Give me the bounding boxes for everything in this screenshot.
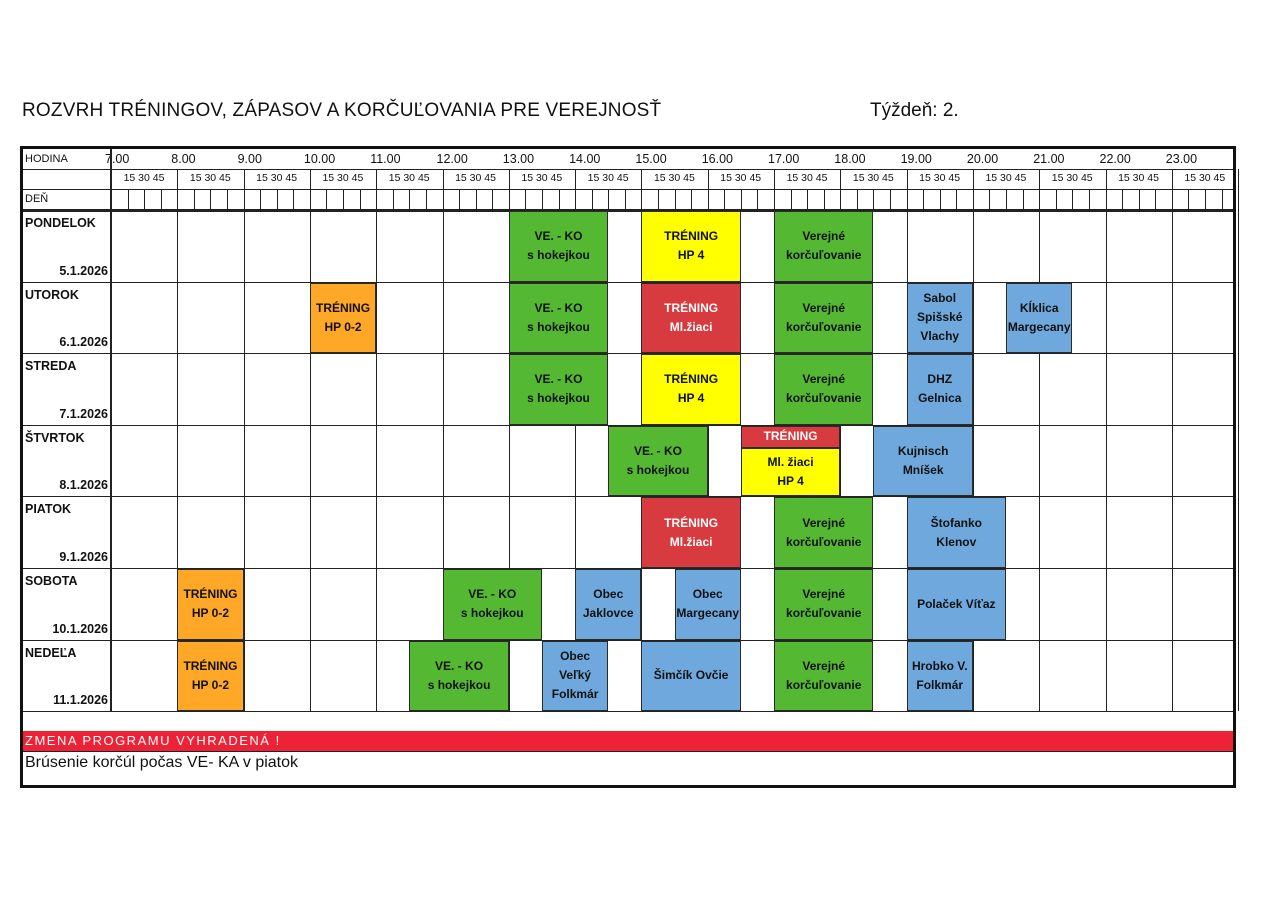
grid-line (923, 189, 924, 209)
event-label: VE. - KO (534, 300, 583, 315)
grid-line (227, 189, 228, 209)
event-block[interactable] (575, 569, 641, 640)
event-label: VE. - KO (534, 372, 583, 387)
day-date: 10.1.2026 (52, 621, 108, 636)
grid-line (857, 189, 858, 209)
grid-line (360, 189, 361, 209)
grid-line (658, 189, 659, 209)
event-block[interactable] (741, 426, 840, 448)
day-date: 9.1.2026 (59, 550, 108, 564)
grid-line (1023, 189, 1024, 209)
event-label: TRÉNING (664, 372, 719, 387)
event-block[interactable] (907, 354, 973, 425)
grid-line (426, 189, 427, 209)
week-number: Týždeň: 2. (870, 100, 959, 121)
grid-line (244, 169, 245, 711)
event-label: Spišské (917, 310, 963, 325)
event-label: Verejné (802, 515, 846, 530)
event-label: korčuľovanie (786, 391, 862, 406)
grid-line (940, 189, 941, 209)
grid-line (293, 189, 294, 209)
day-name: PONDELOK (25, 216, 96, 230)
day-date: 6.1.2026 (59, 335, 108, 350)
grid-line (1205, 189, 1206, 209)
event-block[interactable] (774, 283, 873, 354)
grid-line (1238, 169, 1239, 711)
grid-line (757, 189, 758, 209)
grid-line (459, 189, 460, 209)
minute-label: 15 30 45 (189, 172, 231, 184)
day-date: 11.1.2026 (53, 693, 108, 708)
grid-line (393, 189, 394, 209)
grid-line (675, 189, 676, 209)
event-block[interactable] (907, 569, 1006, 640)
event-label: HP 0-2 (191, 677, 230, 692)
day-date: 8.1.2026 (59, 478, 108, 493)
event-label: Margecany (1007, 319, 1071, 334)
grid-line (476, 189, 477, 209)
grid-line (525, 189, 526, 209)
grid-line (592, 189, 593, 209)
grid-line (1139, 189, 1140, 209)
grid-line (1072, 210, 1073, 711)
event-label: korčuľovanie (786, 606, 862, 621)
event-block[interactable] (641, 283, 740, 354)
grid-line (989, 189, 990, 209)
grid-line (277, 210, 278, 711)
event-label: Jaklovce (582, 606, 634, 621)
event-block[interactable] (1006, 283, 1072, 354)
event-block[interactable] (509, 354, 608, 425)
event-label: Kujnisch (897, 444, 949, 459)
minute-label: 15 30 45 (1184, 172, 1226, 184)
grid-line (23, 353, 1233, 354)
grid-line (691, 189, 692, 209)
event-block[interactable] (509, 283, 608, 354)
minute-label: 15 30 45 (786, 172, 828, 184)
event-block[interactable] (509, 211, 608, 282)
day-name: ŠTVRTOK (25, 430, 85, 445)
event-label: TRÉNING (316, 300, 371, 315)
event-label: Margecany (676, 606, 740, 621)
hour-label: 18.00 (834, 152, 866, 166)
hour-label: 16.00 (701, 152, 733, 166)
grid-line (1039, 169, 1040, 711)
grid-line (23, 189, 1233, 190)
event-label: Ml.žiaci (669, 319, 713, 334)
event-label: Obec (593, 587, 624, 602)
grid-line (741, 189, 742, 209)
day-date: 7.1.2026 (59, 406, 108, 421)
grid-line (608, 189, 609, 209)
event-label: HP 0-2 (191, 606, 230, 621)
event-label: DHZ (927, 372, 953, 387)
notice-text: ZMENA PROGRAMU VYHRADENÁ ! (25, 733, 281, 749)
event-block[interactable] (873, 426, 972, 497)
hour-label: 23.00 (1165, 152, 1198, 166)
hour-label: 11.00 (370, 152, 401, 166)
event-label: Klenov (936, 534, 977, 549)
grid-line (1122, 189, 1123, 209)
minute-label: 15 30 45 (455, 172, 496, 184)
event-block[interactable] (741, 448, 840, 497)
grid-line (326, 189, 327, 209)
event-label: TRÉNING (183, 587, 238, 602)
grid-line (23, 711, 1233, 712)
event-block[interactable] (774, 211, 873, 282)
event-label: s hokejkou (527, 319, 590, 334)
event-label: Verejné (802, 587, 846, 602)
minute-label: 15 30 45 (653, 172, 695, 184)
day-date: 5.1.2026 (59, 263, 108, 278)
hour-label: 12.00 (436, 152, 468, 166)
event-label: TRÉNING (664, 515, 719, 530)
grid-line (310, 169, 311, 711)
event-label: HP 0-2 (324, 319, 362, 334)
grid-line (542, 189, 543, 209)
hour-label: 9.00 (237, 152, 262, 166)
event-label: korčuľovanie (786, 248, 862, 263)
grid-line (1056, 189, 1057, 209)
grid-line (144, 189, 145, 209)
grid-line (1089, 189, 1090, 209)
footer-note: Brúsenie korčúl počas VE- KA v piatok (25, 754, 299, 772)
minute-label: 15 30 45 (256, 172, 298, 184)
minute-label: 15 30 45 (919, 172, 961, 184)
event-block[interactable] (177, 569, 243, 640)
grid-line (724, 189, 725, 209)
minute-label: 15 30 45 (388, 172, 430, 184)
minute-label: 15 30 45 (123, 172, 165, 184)
event-label: VE. - KO (633, 444, 682, 459)
grid-line (1106, 169, 1107, 711)
grid-line (343, 189, 344, 209)
grid-line (23, 209, 1233, 212)
event-label: Polaček Víťaz (917, 596, 996, 611)
day-name: UTOROK (25, 287, 79, 302)
grid-line (210, 189, 211, 209)
event-block[interactable] (907, 641, 973, 712)
grid-line (23, 496, 1233, 497)
event-label: VE. - KO (468, 587, 517, 602)
event-label: Verejné (802, 658, 846, 673)
event-block[interactable] (409, 641, 508, 712)
event-label: Sabol (923, 291, 957, 306)
minute-label: 15 30 45 (322, 172, 364, 184)
grid-line (1222, 189, 1223, 209)
event-label: Ml.žiaci (669, 534, 713, 549)
event-label: Gelnica (918, 391, 962, 406)
event-label: s hokejkou (427, 677, 491, 692)
event-block[interactable] (608, 426, 707, 497)
event-label: Štofanko (930, 515, 982, 530)
grid-line (409, 189, 410, 209)
grid-line (128, 189, 129, 209)
event-label: Veľký (559, 668, 592, 683)
event-label: korčuľovanie (786, 534, 862, 549)
event-label: s hokejkou (527, 391, 590, 406)
hour-header-label: HODINA (25, 153, 68, 165)
grid-line (1172, 169, 1173, 711)
event-block[interactable] (774, 569, 873, 640)
event-block[interactable] (774, 354, 873, 425)
hour-label: 22.00 (1099, 152, 1131, 166)
grid-line (625, 189, 626, 209)
event-label: s hokejkou (527, 248, 590, 263)
day-name: SOBOTA (25, 574, 78, 588)
event-block[interactable] (310, 283, 376, 354)
hour-label: 15.00 (635, 152, 667, 166)
grid-line (161, 189, 162, 209)
event-label: Vlachy (920, 329, 960, 344)
grid-line (1072, 189, 1073, 209)
grid-line (956, 189, 957, 209)
event-label: Ml. žiaci (767, 455, 814, 470)
hour-label: 14.00 (569, 152, 601, 166)
grid-line (277, 189, 278, 209)
grid-line (873, 189, 874, 209)
grid-line (791, 189, 792, 209)
event-label: Obec (560, 649, 591, 664)
day-name: STREDA (25, 359, 77, 374)
event-label: TRÉNING (664, 300, 719, 315)
event-block[interactable] (641, 641, 740, 712)
hour-label: 21.00 (1033, 152, 1065, 166)
hour-label: 13.00 (502, 152, 535, 166)
schedule-grid (20, 146, 1236, 788)
event-block[interactable] (675, 569, 741, 640)
minute-label: 15 30 45 (852, 172, 894, 184)
grid-line (1188, 189, 1189, 209)
event-label: VE. - KO (435, 658, 484, 673)
event-label: HP 4 (677, 391, 705, 406)
event-label: TRÉNING (763, 429, 818, 444)
event-block[interactable] (177, 641, 243, 712)
event-block[interactable] (641, 497, 740, 568)
event-label: Obec (692, 587, 723, 602)
event-block[interactable] (774, 497, 873, 568)
hour-label: 20.00 (966, 152, 999, 166)
grid-line (1139, 210, 1140, 711)
event-label: Kĺklica (1019, 300, 1059, 315)
event-label: Hrobko V. (911, 658, 968, 673)
grid-line (1205, 210, 1206, 711)
event-block[interactable] (443, 569, 542, 640)
hour-label: 10.00 (303, 152, 336, 166)
grid-line (409, 210, 410, 711)
grid-line (23, 751, 1233, 752)
grid-line (1155, 189, 1156, 209)
event-label: Verejné (802, 229, 846, 244)
event-label: HP 4 (677, 248, 705, 263)
event-block[interactable] (907, 283, 973, 354)
grid-line (890, 189, 891, 209)
grid-line (144, 210, 145, 711)
event-block[interactable] (542, 641, 608, 712)
minute-label: 15 30 45 (587, 172, 629, 184)
grid-line (194, 189, 195, 209)
event-label: s hokejkou (626, 463, 690, 478)
grid-line (376, 169, 377, 711)
event-label: s hokejkou (460, 606, 524, 621)
hour-label: 17.00 (768, 152, 800, 166)
minute-label: 15 30 45 (521, 172, 563, 184)
event-label: korčuľovanie (786, 677, 862, 692)
grid-line (559, 189, 560, 209)
event-label: VE. - KO (534, 229, 583, 244)
hour-label: 7.00 (105, 152, 130, 166)
minute-label: 15 30 45 (985, 172, 1027, 184)
hour-label: 19.00 (900, 152, 932, 166)
grid-line (260, 189, 261, 209)
event-label: Folkmár (916, 677, 964, 692)
event-block[interactable] (907, 497, 1006, 568)
event-block[interactable] (774, 641, 873, 712)
event-label: Šimčík Ovčie (653, 668, 729, 683)
day-name: PIATOK (25, 502, 72, 517)
minute-label: 15 30 45 (720, 172, 762, 184)
event-block[interactable] (641, 211, 740, 282)
grid-line (1006, 189, 1007, 209)
event-label: HP 4 (777, 474, 804, 489)
minute-label: 15 30 45 (1118, 172, 1159, 184)
grid-line (110, 149, 112, 711)
page-title: ROZVRH TRÉNINGOV, ZÁPASOV A KORČUĽOVANIA PRE VEREJNOSŤ (22, 100, 662, 121)
event-label: Verejné (802, 300, 846, 315)
event-label: TRÉNING (183, 658, 238, 673)
event-label: korčuľovanie (786, 319, 862, 334)
grid-line (824, 189, 825, 209)
day-header-label: DEŇ (25, 193, 49, 205)
grid-line (23, 169, 1233, 170)
event-label: Folkmár (551, 687, 599, 702)
grid-line (807, 189, 808, 209)
day-name: NEDEĽA (25, 645, 77, 660)
hour-label: 8.00 (171, 152, 196, 166)
minute-label: 15 30 45 (1051, 172, 1093, 184)
event-label: TRÉNING (664, 229, 719, 244)
event-block[interactable] (641, 354, 740, 425)
grid-line (492, 189, 493, 209)
event-label: Mníšek (902, 463, 944, 478)
event-label: Verejné (802, 372, 846, 387)
